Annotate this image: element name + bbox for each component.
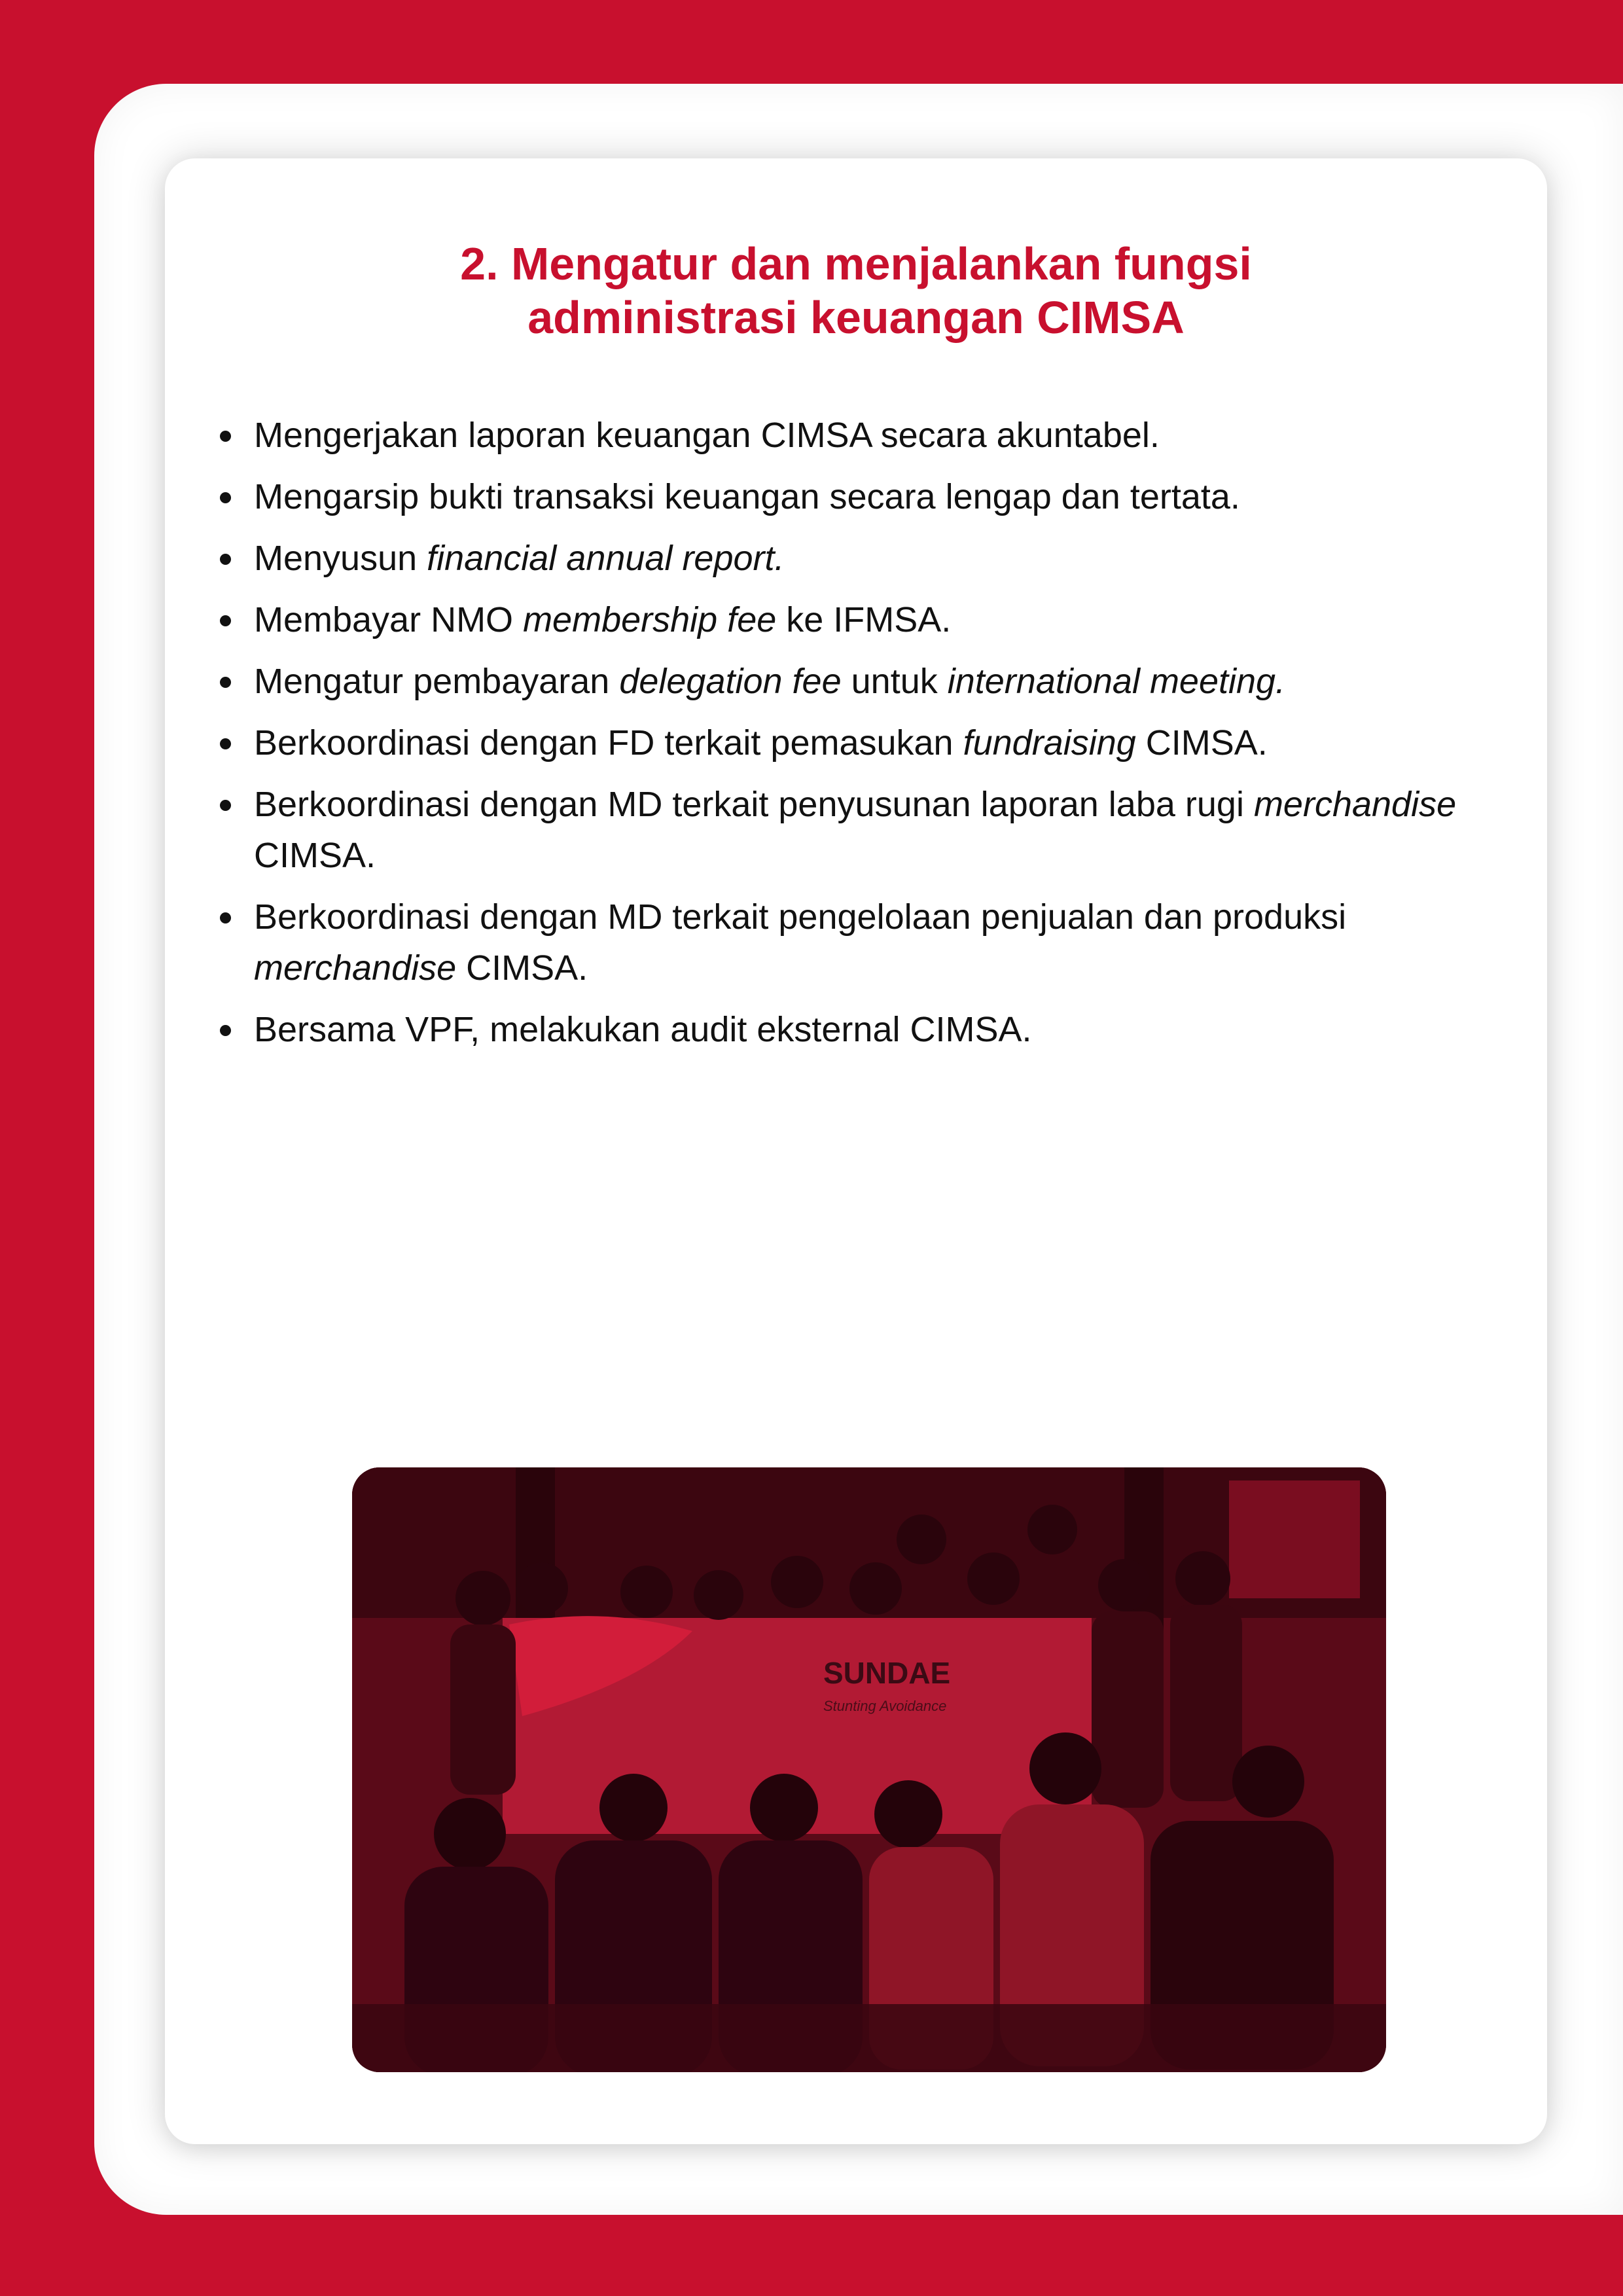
bullet-icon: [220, 677, 231, 688]
list-item: Menyusun financial annual report.: [213, 533, 1522, 584]
banner-title: SUNDAE: [823, 1656, 951, 1690]
title-line-1: 2. Mengatur dan menjalankan fungsi: [460, 238, 1252, 289]
bullet-icon: [220, 738, 231, 749]
page-title: [165, 237, 1547, 344]
list-item: Berkoordinasi dengan FD terkait pemasukan fundraising CIMSA.: [213, 717, 1522, 768]
list-item: Berkoordinasi dengan MD terkait pengelolaan penjualan dan produksi merchandise CIMSA.: [213, 891, 1522, 994]
list-item: Mengarsip bukti transaksi keuangan secara lengap dan tertata.: [213, 471, 1522, 522]
list-item: Berkoordinasi dengan MD terkait penyusunan laporan laba rugi merchandise CIMSA.: [213, 779, 1522, 881]
bullet-icon: [220, 912, 231, 924]
bullet-icon: [220, 554, 231, 565]
bullet-icon: [220, 615, 231, 626]
banner-subtitle: Stunting Avoidance: [823, 1698, 947, 1714]
group-photo-illustration: [352, 1467, 1386, 2072]
list-item: Bersama VPF, melakukan audit eksternal CIMSA.: [213, 1004, 1522, 1055]
responsibility-list: [213, 410, 1522, 1066]
list-item: Mengerjakan laporan keuangan CIMSA secara akuntabel.: [213, 410, 1522, 461]
list-item: Mengatur pembayaran delegation fee untuk international meeting.: [213, 656, 1522, 707]
bullet-icon: [220, 1025, 231, 1036]
title-line-2: administrasi keuangan CIMSA: [527, 292, 1185, 343]
content-card: [165, 158, 1547, 2144]
group-photo: [352, 1467, 1386, 2072]
bullet-icon: [220, 492, 231, 503]
bullet-icon: [220, 800, 231, 811]
list-item: Membayar NMO membership fee ke IFMSA.: [213, 594, 1522, 645]
bullet-icon: [220, 431, 231, 442]
